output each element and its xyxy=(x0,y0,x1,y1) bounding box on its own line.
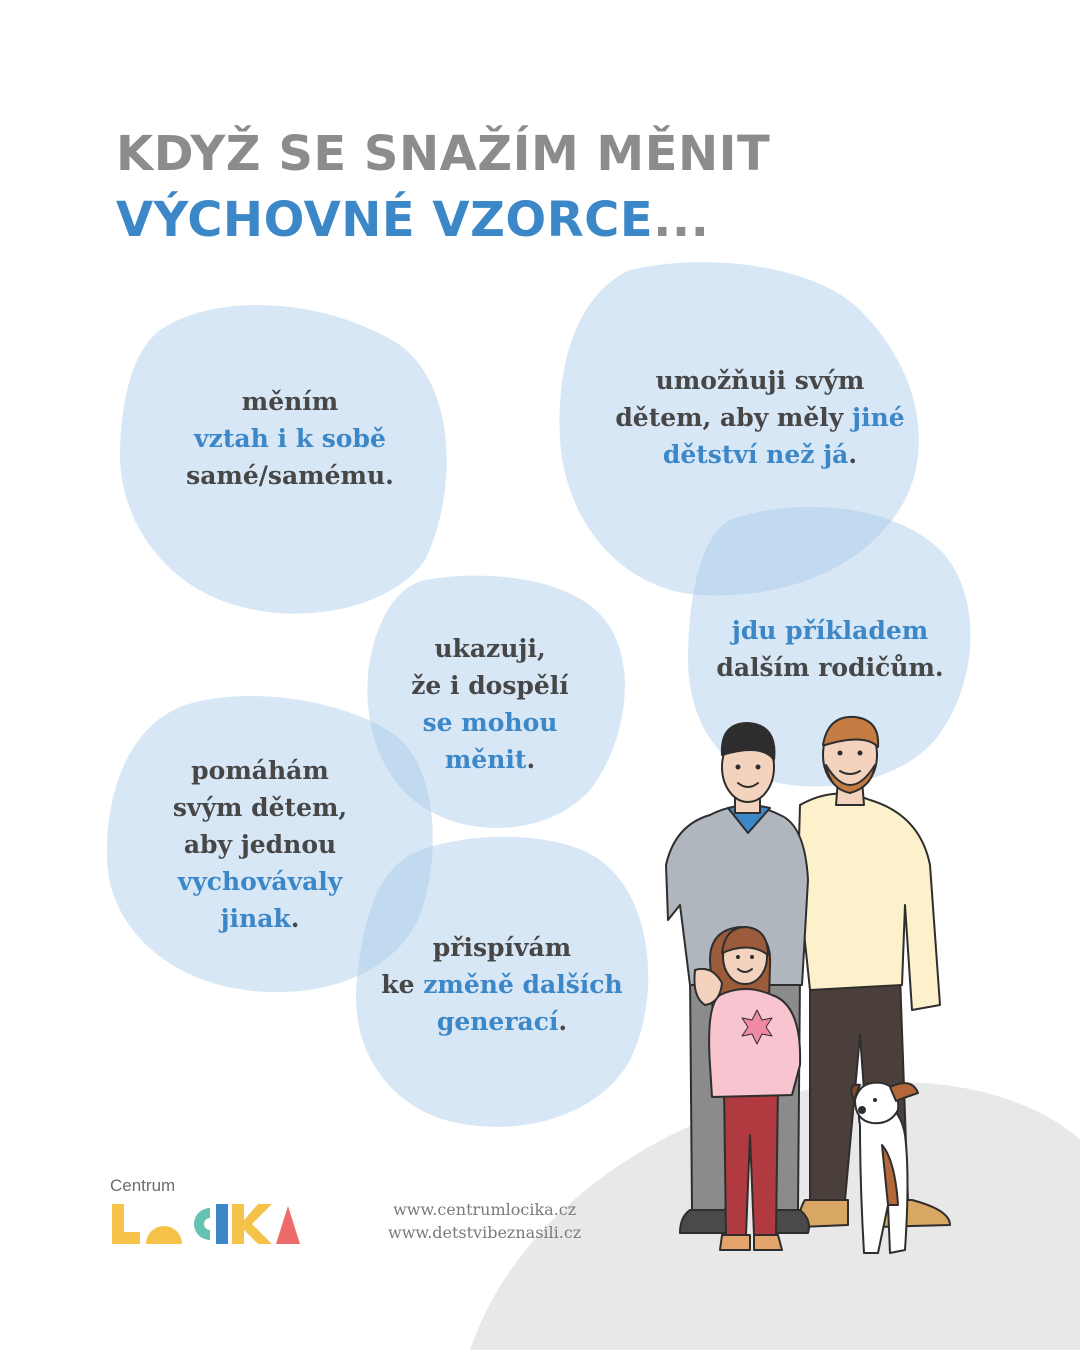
centrum-locika-logo xyxy=(110,1176,300,1250)
bubble2-line3-b: . xyxy=(848,440,858,469)
bubble2-line2 xyxy=(590,399,930,436)
bubble4-line4 xyxy=(380,741,600,778)
man-beard-eye-right xyxy=(858,751,863,756)
locika-wordmark xyxy=(110,1202,300,1246)
girl-eye-right xyxy=(750,955,754,959)
bubble2-line1: umožňuji svým xyxy=(655,366,865,395)
bubble5-line3: aby jednou xyxy=(183,830,337,859)
bubble4-line4-a: měnit xyxy=(444,745,527,774)
bubble-text-2 xyxy=(590,362,930,473)
logo-letter-o xyxy=(146,1226,182,1244)
girl-eye-left xyxy=(736,955,740,959)
logo-letter-k xyxy=(232,1204,272,1244)
bubble5-line4: vychovávaly xyxy=(177,867,343,896)
bubble5-line5-a: jinak xyxy=(220,904,291,933)
bubble6-line3-a: generací xyxy=(436,1007,559,1036)
logo-centrum-text: Centrum xyxy=(110,1176,176,1195)
girl-shoes xyxy=(720,1235,782,1250)
bubble6-line2 xyxy=(370,966,634,1003)
bubble1-line2: vztah i k sobě xyxy=(194,424,386,453)
bubble5-line2: svým dětem, xyxy=(172,793,348,822)
man-grey-eye-left xyxy=(736,765,741,770)
bubble5-line5-b: . xyxy=(290,904,300,933)
title-line-2 xyxy=(116,192,710,248)
title-line-1: KDYŽ SE SNAŽÍM MĚNIT xyxy=(116,126,771,182)
man-beard-eye-left xyxy=(838,751,843,756)
bubble-text-6 xyxy=(370,929,634,1040)
logo-letter-a xyxy=(276,1206,300,1244)
bubble2-line2-a: dětem, aby měly xyxy=(615,403,853,432)
girl-trousers xyxy=(724,1085,778,1235)
logo-letter-i xyxy=(216,1204,228,1244)
man-grey-eye-right xyxy=(756,765,761,770)
bubble6-line2-b: změně dalších xyxy=(423,970,623,999)
family-illustration xyxy=(650,705,970,1275)
bubble-text-5 xyxy=(140,752,380,937)
title-line-2-text: VÝCHOVNÉ VZORCE xyxy=(116,192,654,248)
website-urls xyxy=(388,1198,581,1244)
girl-sweater xyxy=(709,989,800,1097)
bubble1-line3: samé/samému. xyxy=(186,461,394,490)
bubble6-line3-b: . xyxy=(558,1007,568,1036)
bubble4-line4-b: . xyxy=(526,745,536,774)
dog-eye xyxy=(873,1098,877,1102)
bubble2-line3 xyxy=(590,436,930,473)
man-beard-shirt xyxy=(798,794,940,1010)
url-detstvibeznasili: www.detstvibeznasili.cz xyxy=(388,1223,582,1242)
man-grey-shoe-left xyxy=(680,1210,726,1233)
bubble4-line3: se mohou xyxy=(422,708,558,737)
bubble-text-1 xyxy=(150,383,430,494)
title-ellipsis: ... xyxy=(653,192,710,248)
bubble2-line2-b: jiné xyxy=(852,403,905,432)
bubble5-line5 xyxy=(140,900,380,937)
logo-letter-c xyxy=(194,1208,210,1240)
dog-nose xyxy=(859,1107,865,1113)
bubble-text-4 xyxy=(380,630,600,778)
bubble5-line1: pomáhám xyxy=(191,756,329,785)
bubble6-line2-a: ke xyxy=(381,970,424,999)
bubble4-line1: ukazuji, xyxy=(434,634,546,663)
bubble6-line3 xyxy=(370,1003,634,1040)
bubble6-line1: přispívám xyxy=(432,933,572,962)
bubble2-line3-a: dětství než já xyxy=(662,440,849,469)
logo-letter-l xyxy=(112,1204,140,1244)
bubble3-line1: jdu příkladem xyxy=(731,616,929,645)
dog-ear-right xyxy=(890,1083,918,1101)
bubble3-line2: dalším rodičům. xyxy=(716,653,944,682)
url-centrumlocika: www.centrumlocika.cz xyxy=(393,1200,577,1219)
bubble-text-3 xyxy=(700,612,960,686)
bubble4-line2: že i dospělí xyxy=(411,671,569,700)
bubble1-line1: měním xyxy=(241,387,339,416)
